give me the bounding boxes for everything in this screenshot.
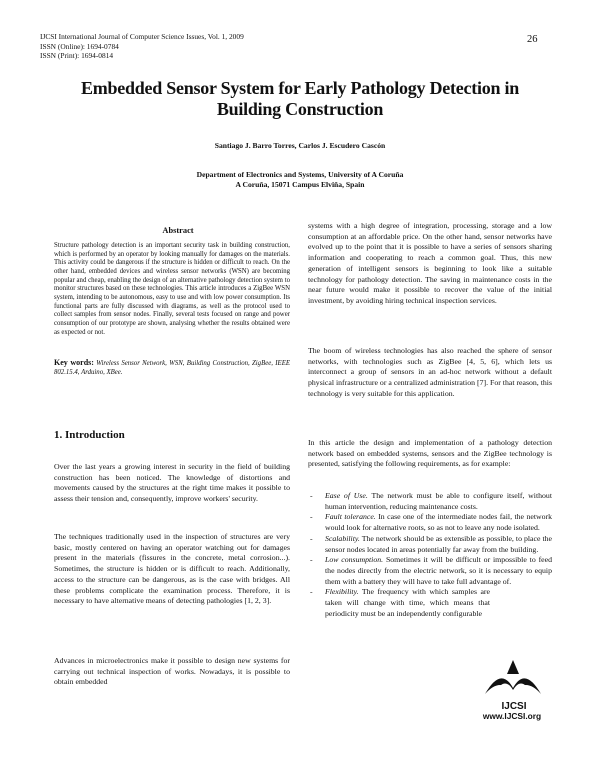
intro-paragraph-2: The techniques traditionally used in the inspection of structures are very basic, mostly centered on having an operator watching out for damages present in the materials (fissures in the concrete, metal corrosion...). Sometimes, the structure is hidden or is difficult to reach. Additionally, access to the structure can be dangerous, as is the case with bridges. All these problems complicate the examination process. Therefore, it is necessary to have alternative means of detecting pathologies [1, 2, 3].: [54, 532, 290, 606]
website-link[interactable]: www.IJCSI.org: [482, 711, 542, 721]
title-line-1: Embedded Sensor System for Early Pathology Detection in: [80, 78, 520, 98]
affiliation: [40, 170, 560, 190]
introduction-heading: 1. Introduction: [54, 429, 125, 441]
issn-print: ISSN (Print): 1694-0814: [40, 51, 114, 61]
page-number: 26: [527, 34, 538, 45]
title-line-2: Building Construction: [216, 99, 384, 119]
right-paragraph-3: In this article the design and implementation of a pathology detection network based on embedded systems, sensors and the ZigBee technology is presented, satisfying the following requirements, as for example:: [308, 438, 552, 469]
authors: Santiago J. Barro Torres, Carlos J. Escudero Cascón: [214, 141, 386, 150]
abstract-heading: Abstract: [162, 226, 194, 235]
requirements-list: [308, 491, 552, 619]
abstract-text: Structure pathology detection is an important security task in building construction, which is performed by an operator by looking manually for damages on the materials. This activity could be dangerous if the structure is hidden or difficult to reach. On the other hand, embedded devices and wireless sensor networks (WSN) are becoming popular and cheap, enabling the design of an alternative pathology detection system to monitor structures based on these technologies. This article introduces a ZigBee WSN system, intending to be autonomous, easy to use and with low power consumption. Its functional parts are fully discussed with diagrams, as well as the protocol used to collect samples from sensor nodes. Finally, several tests focused on range and power consumption of our prototype are shown, analysing whether the results obtained were as expected or not.: [54, 242, 290, 336]
requirement-item: - Ease of Use. The network must be able to configure itself, without human intervention, reducing maintenance costs.: [310, 491, 552, 511]
requirement-item: - Flexibility. The frequency with which samples are taken will change with time, which means that periodicity must be an independently configurable: [310, 587, 490, 618]
ijcsi-logo-icon: [481, 658, 545, 698]
keywords-label: Key words:: [54, 358, 94, 367]
issn-online: ISSN (Online): 1694-0784: [40, 41, 119, 51]
intro-paragraph-3: Advances in microelectronics make it possible to design new systems for carrying out technical inspection of works. Nowadays, it is possible to obtain embedded: [54, 656, 290, 687]
requirement-item: - Scalability. The network should be as extensible as possible, to place the sensor nodes located in areas potentially far away from the building.: [310, 533, 552, 554]
journal-header: [40, 32, 244, 61]
requirement-item: - Fault tolerance. In case one of the intermediate nodes fail, the network would look for alternative roots, so as not to leave any node isolated.: [310, 512, 553, 533]
intro-paragraph-1: Over the last years a growing interest in security in the field of building construction has been noticed. The knowledge of distortions and movements caused by the structures at the right time makes it possible to assess their tension and, consequently, improve workers' security.: [54, 462, 290, 504]
journal-name: IJCSI International Journal of Computer Science Issues, Vol. 1, 2009: [40, 32, 244, 41]
keywords: [54, 359, 290, 377]
logo-text: IJCSI: [501, 701, 527, 712]
keywords-list: Wireless Sensor Network, WSN, Building Construction, ZigBee, IEEE 802.15.4, Arduino, XBee.: [54, 360, 290, 376]
right-paragraph-1: systems with a high degree of integration, processing, storage and a low consumption at an affordable price. On the other hand, sensor networks have evolved up to the point that it is possible to have a series of sensors sharing information and cooperating to reach a common goal. Thus, this new generation of intelligent sensors is beginning to look like a suitable technology for pathology detection. The saving in maintenance costs in the near future would make it possible to recover the value of the initial investment, by avoiding hiring technical inspection services.: [308, 221, 552, 305]
right-paragraph-2: The boom of wireless technologies has also reached the sphere of sensor networks, with technologies such as ZigBee [4, 5, 6], which lets us interconnect a group of sensors in an ad-hoc network without a default physical infrastructure or a centralized administration [7]. For that reason, this technology is very suitable for this application.: [308, 346, 552, 398]
requirement-item: - Low consumption. Sometimes it will be difficult or impossible to feed the nodes directly from the electric network, so it is necessary to equip them with a battery they will have to take full advantage of.: [310, 555, 552, 586]
paper-title: [40, 78, 560, 120]
affiliation-line-1: Department of Electronics and Systems, University of A Coruña: [196, 170, 404, 179]
affiliation-line-2: A Coruña, 15071 Campus Elviña, Spain: [235, 180, 365, 189]
